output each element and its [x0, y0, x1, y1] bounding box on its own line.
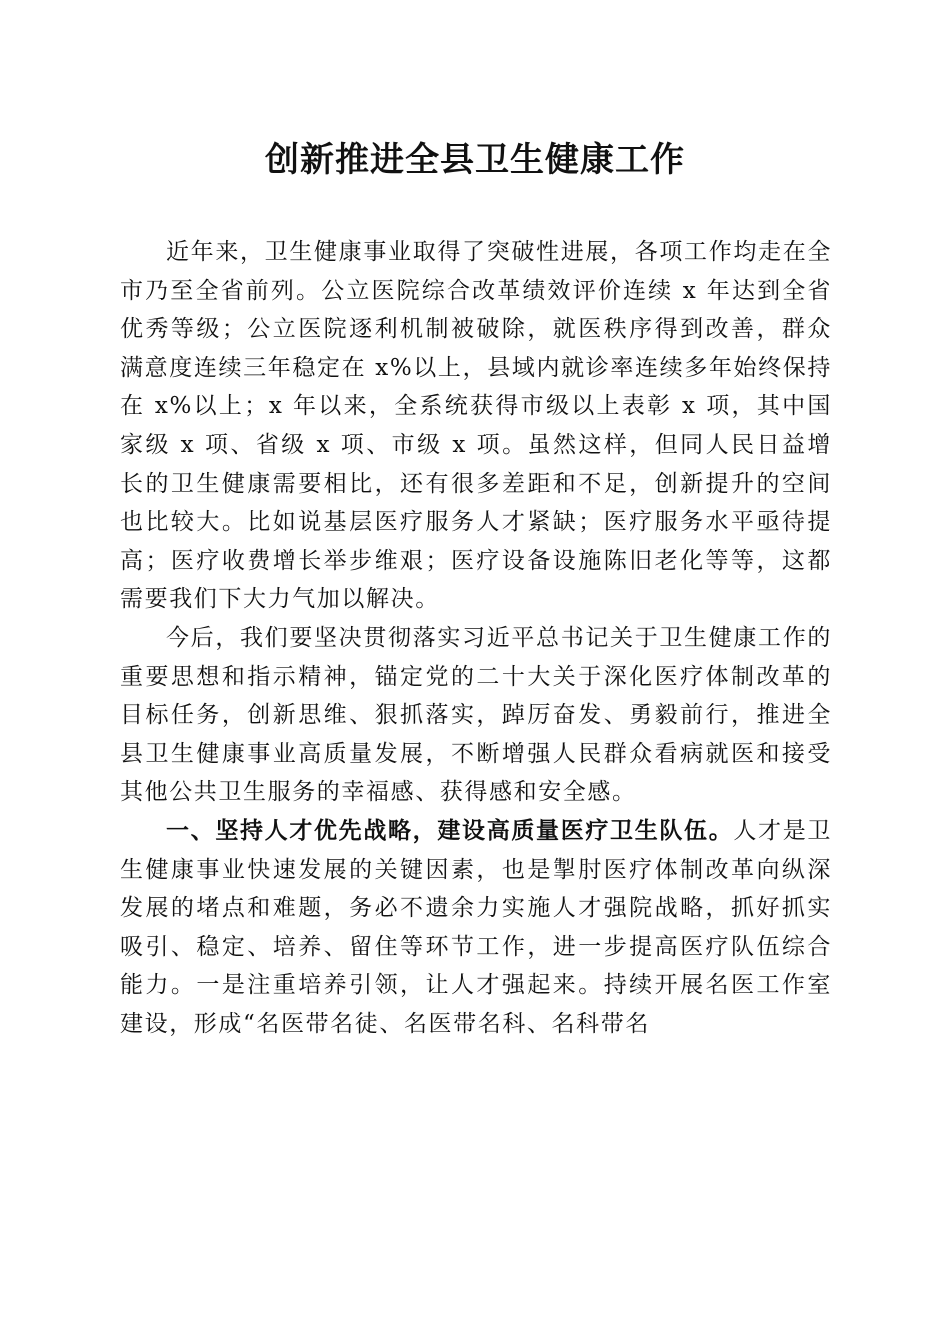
paragraph-intro-text: 近年来，卫生健康事业取得了突破性进展，各项工作均走在全市乃至全省前列。公立医院综合改革绩效评价连续 x 年达到全省优秀等级；公立医院逐利机制被破除，就医秩序得到改善，群众满意度连续三年稳定在 x%以上，县域内就诊率连续多年始终保持在 x%以上；x 年以来，全系统获得市级以上表彰 x 项，其中国家级 x 项、省级 x 项、市级 x 项。虽然这样，但同人民日益增长的卫生健康需要相比，还有很多差距和不足，创新提升的空间也比较大。比如说基层医疗服务人才紧缺；医疗服务水平亟待提高；医疗收费增长举步维艰；医疗设备设施陈旧老化等等，这都需要我们下大力气加以解决。 — [120, 239, 832, 613]
paragraph-section-one — [120, 812, 832, 1044]
document-title: 创新推进全县卫生健康工作 — [265, 140, 685, 180]
document-body — [120, 233, 832, 1043]
section-one-text: 人才是卫生健康事业快速发展的关键因素，也是掣肘医疗体制改革向纵深发展的堵点和难题，务必不遗余力实施人才强院战略，抓好抓实吸引、稳定、培养、留住等环节工作，进一步提高医疗队伍综合能力。一是注重培养引领，让人才强起来。持续开展名医工作室建设，形成“名医带名徒、名医带名科、名科带名 — [120, 817, 832, 1037]
paragraph-future-text: 今后，我们要坚决贯彻落实习近平总书记关于卫生健康工作的重要思想和指示精神，锚定党的二十大关于深化医疗体制改革的目标任务，创新思维、狠抓落实，踔厉奋发、勇毅前行，推进全县卫生健康事业高质量发展，不断增强人民群众看病就医和接受其他公共卫生服务的幸福感、获得感和安全感。 — [120, 624, 832, 806]
paragraph-intro — [120, 233, 832, 619]
paragraph-future — [120, 619, 832, 812]
section-one-heading: 一、坚持人才优先战略，建设高质量医疗卫生队伍。 — [166, 817, 734, 844]
